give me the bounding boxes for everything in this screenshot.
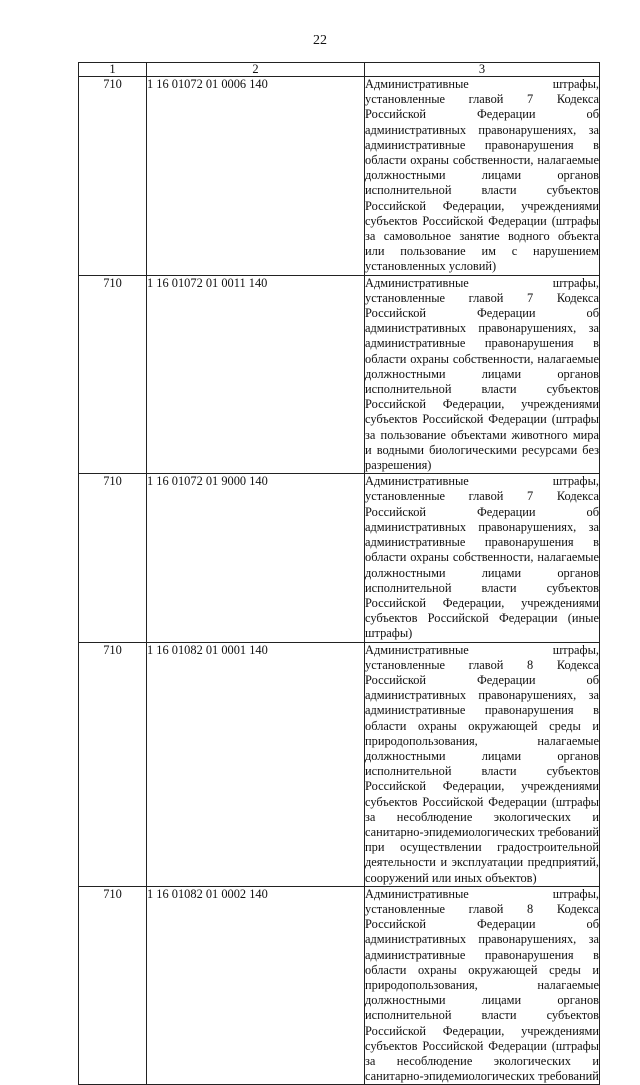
column-header-3: 3 (365, 63, 600, 77)
income-description: Административные штрафы, установленные главой 7 Кодекса Российской Федерации об административных правонарушениях, за административные правонарушения в области охраны собственности, налагаемые должностными лицами органов исполнительной власти субъектов Российской Федерации, учреждениями субъектов Российской Федерации (иные штрафы) (365, 474, 599, 641)
page-number: 22 (313, 33, 327, 48)
budget-classification-code: 1 16 01072 01 9000 140 (147, 474, 365, 642)
budget-classification-code: 1 16 01082 01 0002 140 (147, 886, 365, 1085)
administrator-code: 710 (79, 77, 147, 276)
income-description: Административные штрафы, установленные главой 7 Кодекса Российской Федерации об административных правонарушениях, за административные правонарушения в области охраны собственности, налагаемые должностными лицами органов исполнительной власти субъектов Российской Федерации, учреждениями субъектов Российской Федерации (штрафы за самовольное занятие водного объекта или пользование им с нарушением установленных условий) (365, 77, 599, 274)
table-row (79, 886, 600, 1085)
income-description: Административные штрафы, установленные главой 8 Кодекса Российской Федерации об административных правонарушениях, за административные правонарушения в области охраны окружающей среды и природопользования, налагаемые должностными лицами органов исполнительной власти субъектов Российской Федерации, учреждениями субъектов Российской Федерации (штрафы за несоблюдение экологических и санитарно-эпидемиологических требований (365, 886, 599, 1084)
budget-classification-code: 1 16 01082 01 0001 140 (147, 642, 365, 886)
income-description: Административные штрафы, установленные главой 7 Кодекса Российской Федерации об административных правонарушениях, за административные правонарушения в области охраны собственности, налагаемые должностными лицами органов исполнительной власти субъектов Российской Федерации, учреждениями субъектов Российской Федерации (штрафы за пользование объектами животного мира и водными биологическими ресурсами без разрешения) (365, 275, 599, 473)
income-description: Административные штрафы, установленные главой 8 Кодекса Российской Федерации об административных правонарушениях, за административные правонарушения в области охраны окружающей среды и природопользования, налагаемые должностными лицами органов исполнительной власти субъектов Российской Федерации, учреждениями субъектов Российской Федерации (штрафы за несоблюдение экологических и санитарно-эпидемиологических требований при осуществлении градостроительной деятельности и эксплуатации предприятий, сооружений или иных объектов) (365, 642, 599, 885)
table-row (79, 77, 600, 276)
budget-classification-code: 1 16 01072 01 0006 140 (147, 77, 365, 276)
administrator-code: 710 (79, 275, 147, 474)
table-header-row (79, 63, 600, 77)
budget-classification-table (78, 62, 600, 1085)
column-header-2: 2 (147, 63, 365, 77)
administrator-code: 710 (79, 886, 147, 1085)
column-header-1: 1 (79, 63, 147, 77)
table-row (79, 275, 600, 474)
table-row (79, 474, 600, 642)
administrator-code: 710 (79, 474, 147, 642)
administrator-code: 710 (79, 642, 147, 886)
table-row (79, 642, 600, 886)
budget-classification-code: 1 16 01072 01 0011 140 (147, 275, 365, 474)
